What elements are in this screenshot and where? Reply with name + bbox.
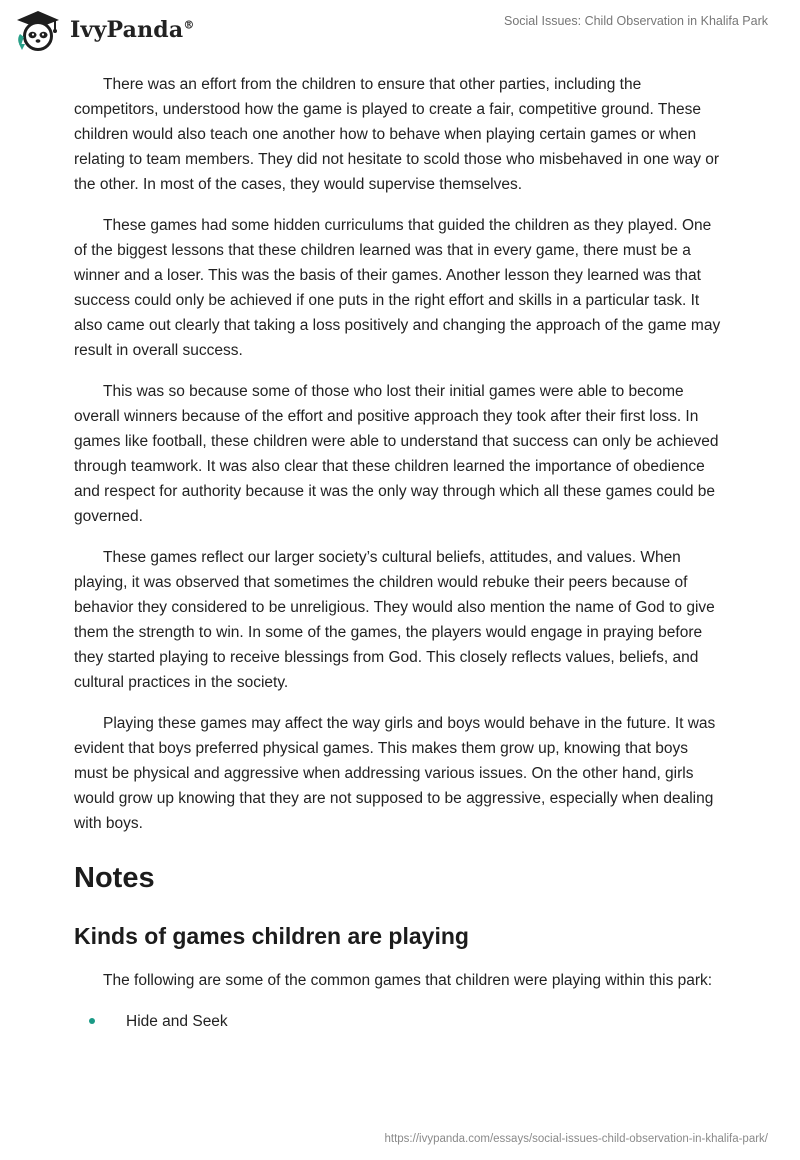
source-url[interactable]: https://ivypanda.com/essays/social-issues-child-observation-in-khalifa-park/ (384, 1133, 768, 1145)
page-header (0, 0, 800, 60)
paragraph: There was an effort from the children to ensure that other parties, including the competitors, understood how the game is played to create a fair, competitive ground. These children would also teach one another how to behave when playing certain games or when relating to team members. They did not hesitate to scold those who misbehaved in one way or the other. In most of the cases, they would supervise themselves. (74, 76, 720, 193)
list-item-label: Hide and Seek (126, 1013, 228, 1030)
panda-graduate-icon (14, 8, 62, 52)
bullet-icon (89, 1018, 95, 1024)
registered-mark: ® (183, 18, 195, 32)
essay-content (74, 72, 724, 1034)
list-item (74, 1009, 724, 1034)
document-title: Social Issues: Child Observation in Khalifa Park (503, 14, 768, 28)
intro-paragraph: The following are some of the common games that children were playing within this park: (103, 972, 713, 989)
paragraph: These games reflect our larger society’s cultural beliefs, attitudes, and values. When playing, it was observed that sometimes the children would rebuke their peers because of behavior they considered to be unreligious. They would also mention the name of God to give them the strength to win. In some of the games, the players would engage in praying before they started playing to receive blessings from God. This closely reflects values, beliefs, and cultural practices in the society. (74, 549, 715, 691)
brand-name (70, 17, 195, 43)
brand-text: IvyPanda (70, 17, 184, 43)
notes-heading: Notes (74, 862, 155, 894)
paragraph: Playing these games may affect the way girls and boys would behave in the future. It was evident that boys preferred physical games. This makes them grow up, knowing that boys must be physical and aggressive when addressing various issues. On the other hand, girls would grow up knowing that they are not supposed to be aggressive, especially when dealing with boys. (74, 715, 716, 832)
paragraph: This was so because some of those who lost their initial games were able to become overall winners because of the effort and positive approach they took after their first loss. In games like football, these children were able to understand that success can only be achieved through teamwork. It was also clear that these children learned the importance of obedience and respect for authority because it was the only way through which all these games could be governed. (74, 383, 719, 525)
paragraph: These games had some hidden curriculums that guided the children as they played. One of the biggest lessons that these children learned was that in every game, there must be a winner and a loser. This was the basis of their games. Another lesson they learned was that success could only be achieved if one puts in the right effort and skills in a particular task. It also came out clearly that taking a loss positively and changing the approach of the game may result in overall success. (74, 217, 721, 359)
ivypanda-logo[interactable] (14, 8, 195, 52)
section-subheading: Kinds of games children are playing (74, 923, 469, 949)
games-list (74, 1009, 724, 1034)
